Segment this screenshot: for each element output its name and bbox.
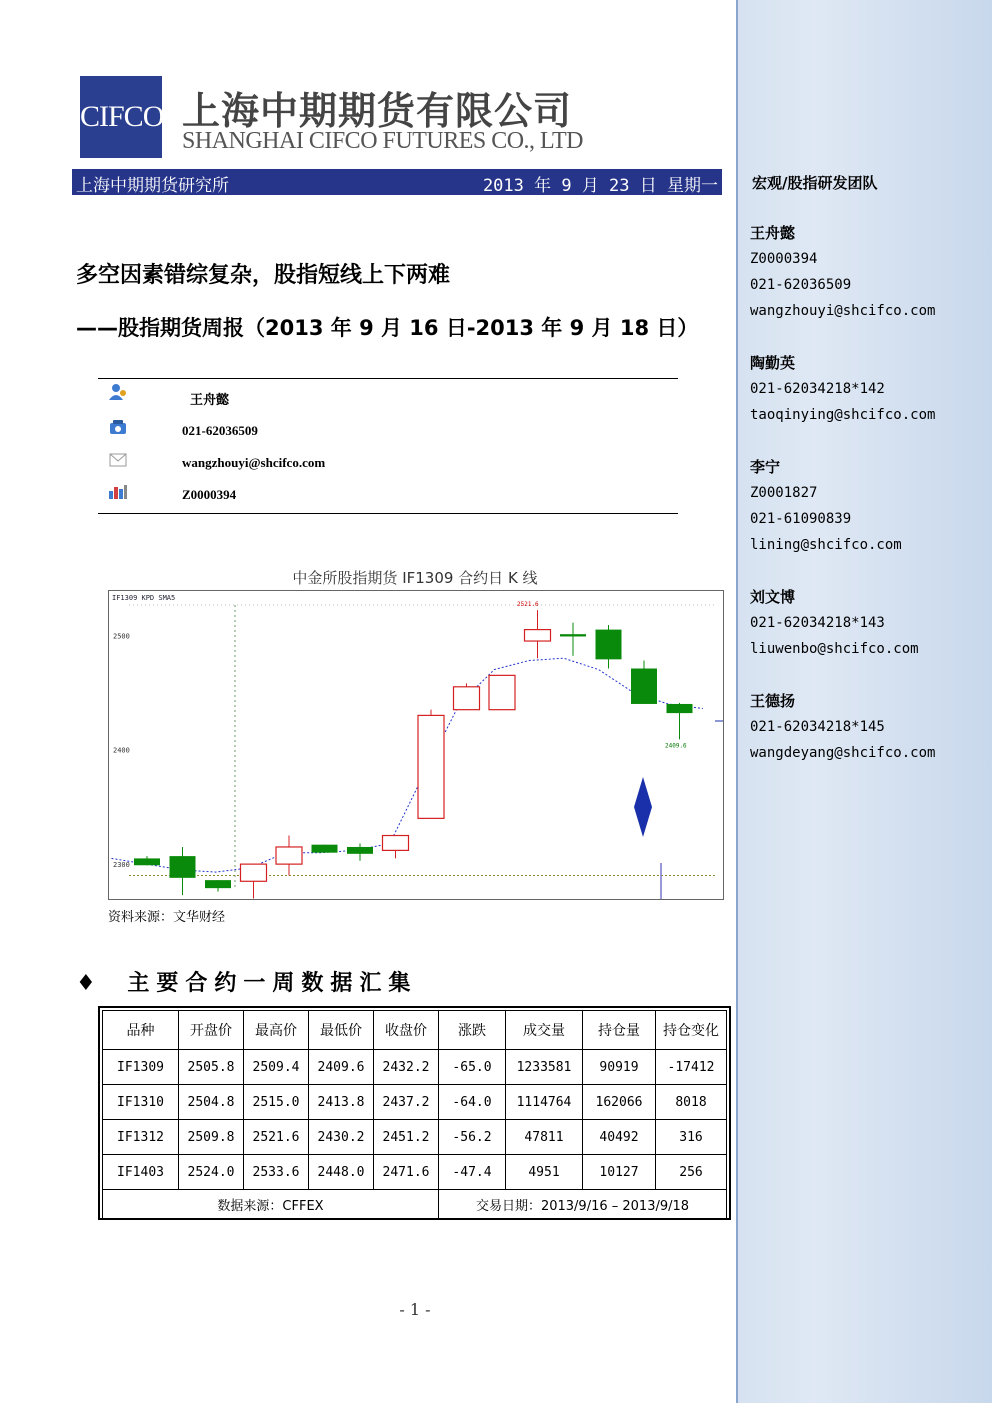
table-cell: 4951 xyxy=(506,1155,583,1190)
table-cell: 2432.2 xyxy=(374,1050,439,1085)
member-info: 021-62034218*145 xyxy=(750,719,885,735)
table-cell: -56.2 xyxy=(439,1120,506,1155)
table-cell: 2509.8 xyxy=(179,1120,244,1155)
table-cell: 2448.0 xyxy=(309,1155,374,1190)
table-cell: 2533.6 xyxy=(244,1155,309,1190)
table-cell: -65.0 xyxy=(439,1050,506,1085)
member-email[interactable]: wangdeyang@shcifco.com xyxy=(750,745,936,761)
member-email[interactable]: wangzhouyi@shcifco.com xyxy=(750,303,936,319)
section-bullet: ♦ xyxy=(76,971,103,996)
sidebar xyxy=(736,0,992,1403)
member-name: 李宁 xyxy=(750,458,781,476)
table-cell: 2430.2 xyxy=(309,1120,374,1155)
low-annotation: 2409.6 xyxy=(665,742,687,750)
col-header: 最低价 xyxy=(309,1011,374,1050)
table-cell: IF1312 xyxy=(103,1120,179,1155)
author-phone: 021-62036509 xyxy=(182,423,258,438)
logo-text: CIFCO xyxy=(80,100,164,133)
col-header: 最高价 xyxy=(244,1011,309,1050)
chart-legend-text: IF1309 KPD SMA5 xyxy=(112,594,176,602)
kline-chart xyxy=(108,590,724,900)
y-tick-label: 2400 xyxy=(113,746,130,755)
table-cell: 2521.6 xyxy=(244,1120,309,1155)
table-header-row xyxy=(103,1011,727,1050)
table-trade-dates: 交易日期：2013/9/16 – 2013/9/18 xyxy=(439,1190,727,1219)
member-info: 021-62036509 xyxy=(750,277,852,293)
table-cell: 2471.6 xyxy=(374,1155,439,1190)
col-header: 持仓量 xyxy=(583,1011,656,1050)
high-annotation: 2521.6 xyxy=(517,601,539,609)
y-tick-label: 2300 xyxy=(113,861,130,870)
candle-body xyxy=(560,634,586,636)
team-member xyxy=(750,688,935,766)
table-cell: 2451.2 xyxy=(374,1120,439,1155)
kline-chart-svg xyxy=(109,591,723,899)
table-cell: 1114764 xyxy=(506,1085,583,1120)
table-cell: 10127 xyxy=(583,1155,656,1190)
chart-source: 资料来源：文华财经 xyxy=(108,910,226,925)
candle-body xyxy=(312,845,338,853)
report-date: 2013 年 9 月 23 日 星期一 xyxy=(482,176,718,196)
col-header: 开盘价 xyxy=(179,1011,244,1050)
author-name: 王舟懿 xyxy=(190,392,230,407)
chart-caption: 中金所股指期货 IF1309 合约日 K 线 xyxy=(292,569,538,587)
member-name: 刘文博 xyxy=(750,588,796,606)
member-email[interactable]: lining@shcifco.com xyxy=(750,537,902,553)
table-cell: IF1403 xyxy=(103,1155,179,1190)
member-email[interactable]: liuwenbo@shcifco.com xyxy=(750,641,919,657)
table-cell: 2515.0 xyxy=(244,1085,309,1120)
table-cell: 40492 xyxy=(583,1120,656,1155)
table-cell: 2437.2 xyxy=(374,1085,439,1120)
member-email[interactable]: taoqinying@shcifco.com xyxy=(750,407,936,423)
col-header: 涨跌 xyxy=(439,1011,506,1050)
table-cell: 2504.8 xyxy=(179,1085,244,1120)
table-row xyxy=(103,1085,727,1120)
candle-body xyxy=(631,668,657,703)
phone-icon xyxy=(108,419,128,437)
member-info: Z0001827 xyxy=(750,485,818,501)
table-cell: 2524.0 xyxy=(179,1155,244,1190)
col-header: 品种 xyxy=(103,1011,179,1050)
person-icon xyxy=(108,383,128,401)
team-member xyxy=(750,454,902,558)
member-info: 021-62034218*143 xyxy=(750,615,885,631)
table-cell: 256 xyxy=(656,1155,727,1190)
table-data-source: 数据来源：CFFEX xyxy=(103,1190,439,1219)
table-cell: 90919 xyxy=(583,1050,656,1085)
author-license: Z0000394 xyxy=(182,487,237,502)
col-header: 持仓变化 xyxy=(656,1011,727,1050)
table-cell: 2413.8 xyxy=(309,1085,374,1120)
candle-body xyxy=(418,715,444,818)
table-cell: 2505.8 xyxy=(179,1050,244,1085)
table-cell: -64.0 xyxy=(439,1085,506,1120)
company-name-en: SHANGHAI CIFCO FUTURES CO., LTD xyxy=(182,128,583,154)
table-cell: IF1310 xyxy=(103,1085,179,1120)
report-subtitle: ——股指期货周报（2013 年 9 月 16 日-2013 年 9 月 18 日） xyxy=(76,316,699,340)
candle-body xyxy=(454,687,480,710)
table-cell: 162066 xyxy=(583,1085,656,1120)
candle-body xyxy=(525,630,551,641)
table-row xyxy=(103,1155,727,1190)
table-cell: 8018 xyxy=(656,1085,727,1120)
candle-body xyxy=(276,847,302,864)
y-tick-label: 2500 xyxy=(113,632,130,641)
table-cell: 2409.6 xyxy=(309,1050,374,1085)
report-title: 多空因素错综复杂，股指短线上下两难 xyxy=(76,263,451,288)
table-cell: -17412 xyxy=(656,1050,727,1085)
candle-body xyxy=(347,847,373,854)
candle-body xyxy=(596,630,622,660)
candle-body xyxy=(134,858,160,865)
table-cell: IF1309 xyxy=(103,1050,179,1085)
team-member xyxy=(750,584,919,662)
member-name: 王德扬 xyxy=(750,692,796,710)
candle-body xyxy=(241,864,267,881)
contract-summary-table xyxy=(98,1006,731,1220)
table-row xyxy=(103,1050,727,1085)
author-contact-block xyxy=(98,378,678,514)
page-number: - 1 - xyxy=(399,1300,431,1319)
table-cell: 2509.4 xyxy=(244,1050,309,1085)
candle-body xyxy=(489,675,515,709)
col-header: 成交量 xyxy=(506,1011,583,1050)
candle-body xyxy=(205,880,231,888)
member-name: 陶勤英 xyxy=(750,354,796,372)
table-cell: -47.4 xyxy=(439,1155,506,1190)
author-email[interactable]: wangzhouyi@shcifco.com xyxy=(182,455,326,470)
section-title xyxy=(76,966,417,997)
table-footer-row xyxy=(103,1190,727,1219)
institute-name: 上海中期期货研究所 xyxy=(76,176,229,196)
table-row xyxy=(103,1120,727,1155)
team-member xyxy=(750,220,935,324)
header-bar xyxy=(72,169,722,195)
member-info: Z0000394 xyxy=(750,251,818,267)
candle-body xyxy=(170,856,196,878)
candle-body xyxy=(667,704,693,713)
member-info: 021-61090839 xyxy=(750,511,852,527)
col-header: 收盘价 xyxy=(374,1011,439,1050)
section-title-text: 主要合约一周数据汇集 xyxy=(127,971,418,996)
member-name: 王舟懿 xyxy=(750,224,796,242)
candle-body xyxy=(383,836,409,851)
sidebar-team-title: 宏观/股指研发团队 xyxy=(752,174,878,192)
member-info: 021-62034218*142 xyxy=(750,381,885,397)
mail-icon xyxy=(108,451,128,469)
table-cell: 316 xyxy=(656,1120,727,1155)
diamond-marker xyxy=(634,777,652,837)
team-member xyxy=(750,350,935,428)
table-cell: 47811 xyxy=(506,1120,583,1155)
table-cell: 1233581 xyxy=(506,1050,583,1085)
license-icon xyxy=(108,483,128,501)
company-logo xyxy=(80,76,162,158)
company-name-cn: 上海中期期货有限公司 xyxy=(182,89,573,133)
